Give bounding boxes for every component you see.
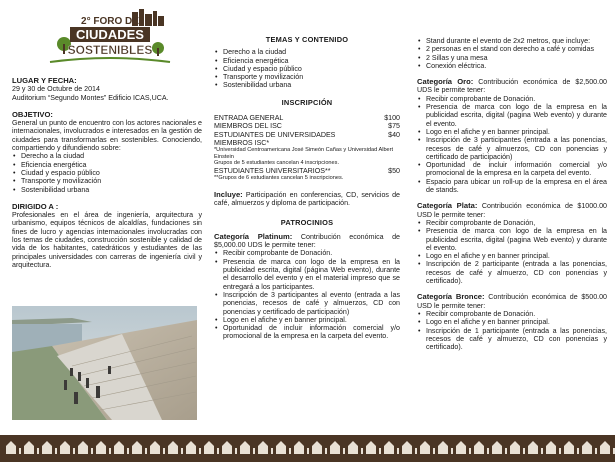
platinum-list <box>214 249 400 340</box>
border-post-motif <box>127 448 129 454</box>
border-post-motif <box>487 448 489 454</box>
logo-top-line: 2° FORO DE <box>81 16 139 27</box>
list-item: • Inscripción de 3 participantes (entrada a las ponencias, recesos de café y almuerzos, CD con ponencias y certificado de participación) <box>417 136 607 161</box>
list-item: • Logo en el afiche y en banner principal. <box>417 318 607 326</box>
border-post-motif <box>397 448 399 454</box>
border-post-motif <box>595 448 597 454</box>
list-item: • Recibir comprobante de Donación. <box>417 310 607 318</box>
list-item: • Logo en el afiche y en banner principal. <box>417 252 607 260</box>
price-value: $40 <box>388 130 400 139</box>
border-post-motif <box>181 448 183 454</box>
bronce-text: Contribución económica de $500.00 USD le permite tener: <box>417 293 608 310</box>
price-value: $75 <box>388 122 400 131</box>
oro-text: Contribución económica de $2,500.00 UDS le permite tener: <box>417 78 607 95</box>
border-post-motif <box>307 448 309 454</box>
border-post-motif <box>343 448 345 454</box>
list-item: • Sostenibilidad urbana <box>214 81 400 89</box>
includes-paragraph <box>214 191 400 208</box>
list-item: • Logo en el afiche y en banner principal. <box>214 316 400 324</box>
border-post-motif <box>37 448 39 454</box>
includes-text: Participación en conferencias, CD, servicios de café, almuerzos y diploma de participación. <box>214 190 400 208</box>
list-item: • Inscripción de 2 participante (entrada a las ponencias, recesos de café y almuerzo, CD con ponencias y certificado). <box>417 260 607 285</box>
border-post-motif <box>217 448 219 454</box>
list-item: • Logo en el afiche y en banner principal. <box>417 128 607 136</box>
topics-heading: TEMAS Y CONTENIDO <box>265 35 349 44</box>
border-post-motif <box>199 448 201 454</box>
place-line-1: 29 y 30 de Octubre de 2014 <box>12 85 100 94</box>
list-item: • Stand durante el evento de 2x2 metros, que incluye: <box>417 37 607 45</box>
list-item: • Inscripción de 1 participante (entrada a las ponencias, recesos de café y almuerzo, CD con ponencias y certificado). <box>417 327 607 352</box>
topics-list <box>214 48 400 89</box>
list-item: • Presencia de marca con logo de la empresa en la publicidad escrita, digital (pagina Web evento) y durante el evento. <box>417 103 607 128</box>
plata-text: Contribución económica de $1000.00 USD le permite tener: <box>417 202 607 219</box>
list-item: • Espacio para ubicar un roll-up de la empresa en el área de stands. <box>417 178 607 195</box>
border-post-motif <box>523 448 525 454</box>
border-post-motif <box>235 448 237 454</box>
list-item: • Recibir comprobante de Donación, <box>417 219 607 227</box>
platinum-text: Contribución económica de $5,000.00 UDS le permite tener: <box>214 232 400 250</box>
list-item: • Ciudad y espacio público <box>214 65 400 73</box>
price-row <box>214 131 400 148</box>
bronce-label: Categoría Bronce: <box>417 292 485 302</box>
bronce-list <box>417 310 607 351</box>
border-post-motif <box>469 448 471 454</box>
column-left <box>12 0 202 269</box>
border-post-motif <box>577 448 579 454</box>
border-post-motif <box>109 448 111 454</box>
list-item: • Presencia de marca con logo de la empresa en la publicidad escrita, digital (página Web evento), durante el desarrollo del evento y en el material impreso que se entregará a los participantes. <box>214 258 400 291</box>
oro-label: Categoría Oro: <box>417 77 474 87</box>
promenade-photo <box>12 306 197 420</box>
list-item: • Presencia de marca con logo de la empresa en la publicidad escrita, digital (pagina Web evento) y durante el evento. <box>417 227 607 252</box>
place-heading: LUGAR Y FECHA: <box>12 76 77 85</box>
oro-list <box>417 95 607 195</box>
objective-text: General un punto de encuentro con los actores nacionales e internacionales, involucrados e interesados en la gestión de ciudades para transformarlas en sostenibles. Conociendo, compartiendo y difundiendo sobre: <box>12 119 202 153</box>
border-post-motif <box>253 448 255 454</box>
objective-heading: OBJETIVO: <box>12 109 53 119</box>
border-post-motif <box>415 448 417 454</box>
border-post-motif <box>91 448 93 454</box>
oro-intro <box>417 78 607 95</box>
price-label: ESTUDIANTES DE UNIVERSIDADES MIEMBROS ISC* <box>214 130 336 147</box>
border-post-motif <box>19 448 21 454</box>
objective-list <box>12 152 202 193</box>
border-post-motif <box>379 448 381 454</box>
list-item: • Conexión eléctrica. <box>417 62 607 70</box>
audience-heading: DIRIGIDO A : <box>12 201 59 211</box>
note-groups-5: Grupos de 5 estudiantes cancelan 4 inscripciones. <box>214 160 340 167</box>
platinum-continued-list <box>417 37 607 70</box>
plata-list <box>417 219 607 285</box>
border-post-motif <box>325 448 327 454</box>
border-post-motif <box>505 448 507 454</box>
list-item: • Ciudad y espacio público <box>12 169 202 177</box>
border-post-motif <box>55 448 57 454</box>
list-item: • Transporte y movilización <box>214 73 400 81</box>
border-post-motif <box>451 448 453 454</box>
border-post-motif <box>271 448 273 454</box>
border-post-motif <box>73 448 75 454</box>
plata-intro <box>417 202 607 219</box>
border-pattern <box>0 432 615 462</box>
note-universities: *Universidad Centroamericana José Simeón Cañas y Universidad Albert Einstein <box>214 147 394 160</box>
list-item: • Oportunidad de incluir información comercial y/o promocional de la empresa en la carpeta del evento. <box>214 324 400 341</box>
includes-label: Incluye: <box>214 189 243 199</box>
price-value: $100 <box>384 114 400 123</box>
border-post-motif <box>541 448 543 454</box>
decorative-footer-border <box>0 432 615 462</box>
price-row <box>214 122 400 130</box>
list-item: • Recibir comprobante de Donación. <box>417 95 607 103</box>
list-item: • Recibir comprobante de Donación. <box>214 249 400 257</box>
price-label: ENTRADA GENERAL <box>214 114 284 123</box>
column-middle <box>214 0 400 341</box>
list-item: • Oportunidad de incluir información comercial y/o promocional de la empresa en la carpeta del evento. <box>417 161 607 178</box>
audience-text: Profesionales en el área de ingeniería, arquitectura y urbanismo, equipos técnicos de alcaldías, fundaciones sin fines de lucro y agencias internacionales involucradas con los temas de ciudades, construcción sostenible y calidad de vida de los habitantes, catedráticos y estudiantes de las principales universidades con carreras de ingeniería civil y arquitectura. <box>12 211 202 269</box>
list-item: • 2 Sillas y una mesa <box>417 54 607 62</box>
list-item: • Inscripción de 3 participantes al evento (entrada a las ponencias, recesos de café y almuerzos, CD con ponencias y certificado de participación) <box>214 291 400 316</box>
border-post-motif <box>433 448 435 454</box>
price-row <box>214 114 400 122</box>
border-post-motif <box>163 448 165 454</box>
list-item: • Derecho a la ciudad <box>12 152 202 160</box>
registration-heading: INSCRIPCIÓN <box>281 97 333 107</box>
list-item: • Transporte y movilización <box>12 177 202 185</box>
border-post-motif <box>289 448 291 454</box>
plata-label: Categoría Plata: <box>417 201 478 211</box>
border-post-motif <box>559 448 561 454</box>
list-item: • Eficiencia energética <box>214 57 400 65</box>
price-label: MIEMBROS DEL ISC <box>214 122 282 131</box>
border-post-motif <box>145 448 147 454</box>
border-post-motif <box>361 448 363 454</box>
list-item: • Eficiencia energética <box>12 161 202 169</box>
list-item: • 2 personas en el stand con derecho a café y comidas <box>417 45 607 53</box>
place-line-2: Auditorium “Segundo Montes” Edificio ICAS,UCA. <box>12 93 169 102</box>
bronce-intro <box>417 293 607 310</box>
price-value: $50 <box>388 167 400 176</box>
list-item: • Sostenibilidad urbana <box>12 186 202 194</box>
sponsors-heading: PATROCINIOS <box>280 217 334 227</box>
price-label: ESTUDIANTES UNIVERSITARIOS** <box>214 167 331 176</box>
column-right <box>417 0 607 351</box>
price-row <box>214 167 400 175</box>
platinum-label: Categoría Platinum: <box>214 231 293 241</box>
logo-middle-line: CIUDADES <box>76 27 144 42</box>
list-item: • Derecho a la ciudad <box>214 48 400 56</box>
note-groups-6: **Grupos de 6 estudiantes cancelan 5 inscripciones. <box>214 175 344 182</box>
logo-bottom-line: SOSTENIBLES <box>67 43 153 57</box>
platinum-intro <box>214 233 400 250</box>
